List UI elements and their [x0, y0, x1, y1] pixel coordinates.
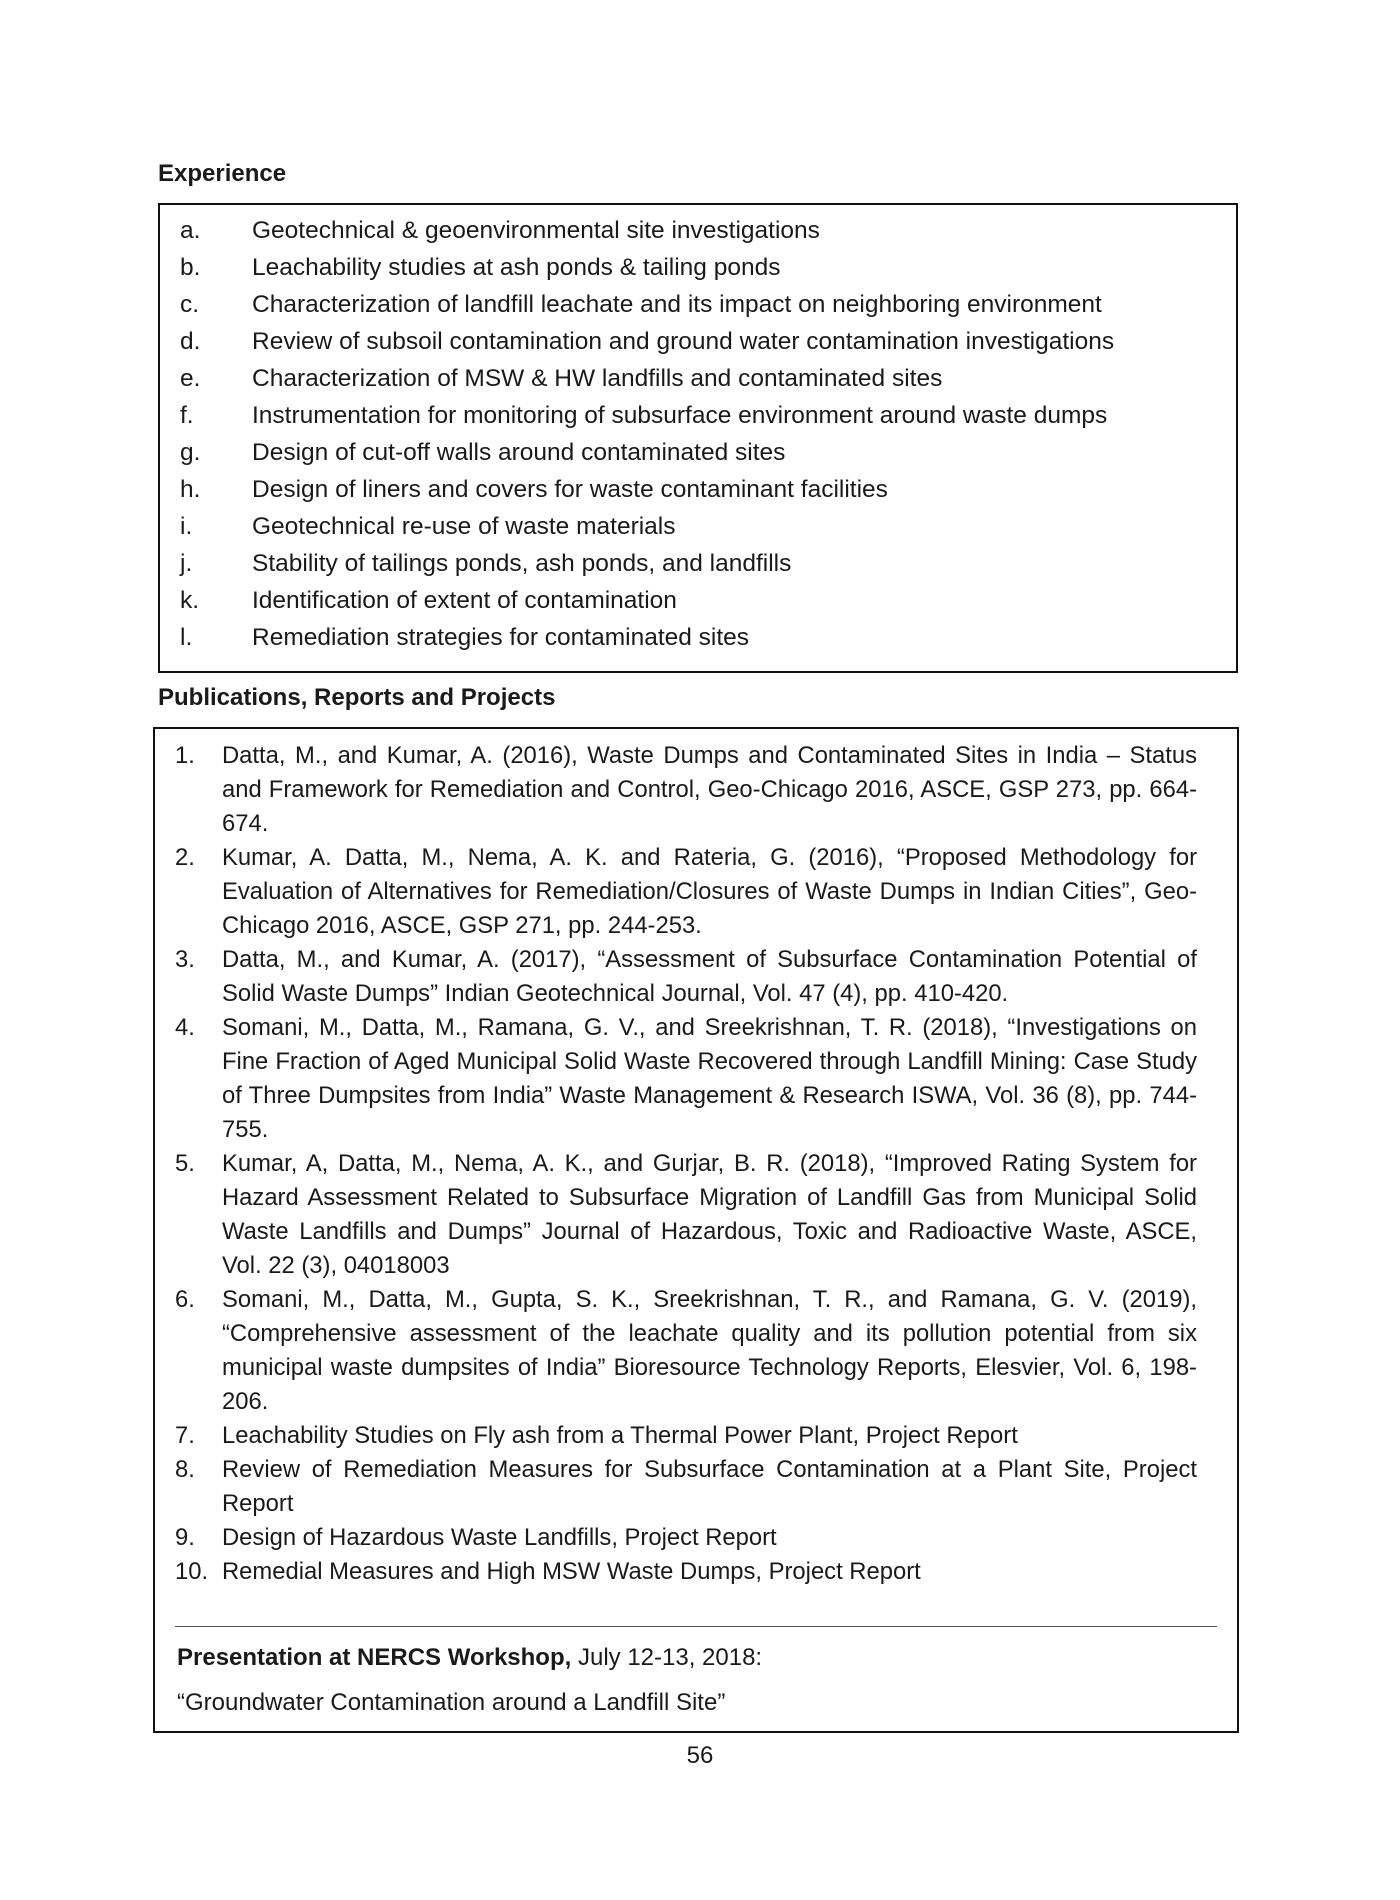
item-text: Instrumentation for monitoring of subsurface environment around waste dumps: [252, 402, 1108, 429]
list-item: [175, 1453, 1197, 1521]
item-text: Review of subsoil contamination and ground water contamination investigations: [252, 328, 1115, 355]
item-letter: g.: [180, 439, 201, 466]
item-number: 10.: [175, 1558, 209, 1585]
item-text: Geotechnical re-use of waste materials: [252, 513, 676, 540]
item-number: 2.: [175, 844, 195, 871]
item-number: 9.: [175, 1524, 195, 1551]
item-text: Datta, M., and Kumar, A. (2016), Waste Dumps and Contaminated Sites in India – Status and Framework for Remediation and Control, Geo-Chicago 2016, ASCE, GSP 273, pp. 664-674.: [222, 742, 1197, 837]
item-number: 6.: [175, 1286, 195, 1313]
experience-heading: Experience: [158, 160, 287, 187]
presentation-title: “Groundwater Contamination around a Landfill Site”: [177, 1689, 726, 1716]
item-text: Review of Remediation Measures for Subsurface Contamination at a Plant Site, Project Report: [222, 1456, 1197, 1517]
list-item: [175, 1147, 1197, 1283]
presentation-line: [177, 1644, 762, 1672]
item-letter: f.: [180, 402, 194, 429]
item-letter: b.: [180, 254, 201, 281]
item-text: Somani, M., Datta, M., Ramana, G. V., and Sreekrishnan, T. R. (2018), “Investigations on Fine Fraction of Aged Municipal Solid Waste Recovered through Landfill Mining: Case Study of Three Dumpsites from India” Waste Management & Research ISWA, Vol. 36 (8), pp. 744-755.: [222, 1014, 1197, 1143]
item-number: 3.: [175, 946, 195, 973]
list-item: [175, 739, 1197, 841]
item-text: Remediation strategies for contaminated sites: [252, 624, 750, 651]
publications-heading: Publications, Reports and Projects: [158, 684, 556, 711]
list-item: [175, 943, 1197, 1011]
item-text: Remedial Measures and High MSW Waste Dumps, Project Report: [222, 1558, 921, 1585]
presentation-label: Presentation at NERCS Workshop,: [177, 1644, 572, 1671]
list-item: [175, 1521, 1197, 1555]
item-text: Design of liners and covers for waste contaminant facilities: [252, 476, 888, 503]
item-letter: e.: [180, 365, 201, 392]
item-number: 8.: [175, 1456, 195, 1483]
item-number: 7.: [175, 1422, 195, 1449]
item-text: Datta, M., and Kumar, A. (2017), “Assessment of Subsurface Contamination Potential of Solid Waste Dumps” Indian Geotechnical Journal, Vol. 47 (4), pp. 410-420.: [222, 946, 1197, 1007]
item-text: Characterization of MSW & HW landfills and contaminated sites: [252, 365, 943, 392]
experience-box: [158, 203, 1238, 673]
item-text: Geotechnical & geoenvironmental site investigations: [252, 217, 820, 244]
item-letter: i.: [180, 513, 193, 540]
item-text: Identification of extent of contamination: [252, 587, 677, 614]
list-item: [175, 1283, 1197, 1419]
publications-box: [153, 727, 1239, 1733]
item-text: Leachability studies at ash ponds & tailing ponds: [252, 254, 781, 281]
list-item: [175, 1419, 1197, 1453]
item-text: Stability of tailings ponds, ash ponds, and landfills: [252, 550, 792, 577]
item-text: Design of Hazardous Waste Landfills, Project Report: [222, 1524, 777, 1551]
item-number: 5.: [175, 1150, 195, 1177]
separator-line: [175, 1626, 1217, 1627]
presentation-date: July 12-13, 2018:: [571, 1644, 763, 1671]
item-letter: k.: [180, 587, 200, 614]
item-text: Design of cut-off walls around contaminated sites: [252, 439, 786, 466]
item-text: Kumar, A, Datta, M., Nema, A. K., and Gurjar, B. R. (2018), “Improved Rating System for Hazard Assessment Related to Subsurface Migration of Landfill Gas from Municipal Solid Waste Landfills and Dumps” Journal of Hazardous, Toxic and Radioactive Waste, ASCE, Vol. 22 (3), 04018003: [222, 1150, 1197, 1279]
list-item: [175, 1011, 1197, 1147]
item-letter: c.: [180, 291, 200, 318]
item-text: Leachability Studies on Fly ash from a Thermal Power Plant, Project Report: [222, 1422, 1018, 1449]
item-letter: j.: [180, 550, 193, 577]
list-item: [175, 841, 1197, 943]
item-letter: d.: [180, 328, 201, 355]
item-letter: l.: [180, 624, 193, 651]
item-letter: a.: [180, 217, 201, 244]
item-number: 1.: [175, 742, 195, 769]
item-text: Kumar, A. Datta, M., Nema, A. K. and Rateria, G. (2016), “Proposed Methodology for Evaluation of Alternatives for Remediation/Closures of Waste Dumps in Indian Cities”, Geo-Chicago 2016, ASCE, GSP 271, pp. 244-253.: [222, 844, 1197, 939]
item-text: Somani, M., Datta, M., Gupta, S. K., Sreekrishnan, T. R., and Ramana, G. V. (2019), “Comprehensive assessment of the leachate quality and its pollution potential from six municipal waste dumpsites of India” Bioresource Technology Reports, Elesvier, Vol. 6, 198-206.: [222, 1286, 1197, 1415]
list-item: [175, 1555, 1197, 1589]
page-number: 56: [686, 1742, 714, 1769]
item-text: Characterization of landfill leachate and its impact on neighboring environment: [252, 291, 1102, 318]
item-number: 4.: [175, 1014, 195, 1041]
item-letter: h.: [180, 476, 201, 503]
